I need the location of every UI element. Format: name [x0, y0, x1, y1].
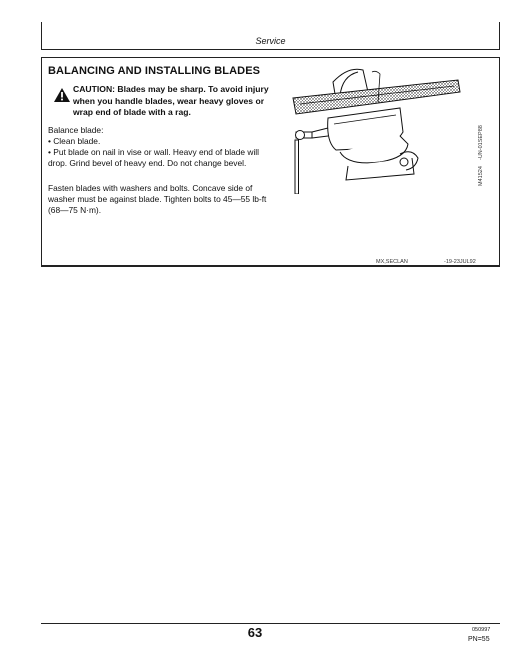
footer-rule: [41, 623, 500, 624]
section-title: BALANCING AND INSTALLING BLADES: [48, 65, 261, 77]
step-hang: • Put blade on nail in vise or wall. Heavy end of blade will drop. Grind bevel of heavy end. Do not change bevel.: [48, 147, 260, 168]
figure-code-primary: -UN-01SEP88: [478, 125, 484, 160]
document-date-code: 050997: [472, 627, 491, 633]
module-code-left: MX,SECLAN: [376, 259, 408, 265]
blade-in-vise-illustration: [288, 62, 468, 194]
balance-heading: Balance blade:: [48, 125, 104, 135]
step-clean: • Clean blade.: [48, 136, 101, 146]
fasten-text: Fasten blades with washers and bolts. Concave side of washer must be against blade. Tighten bolts to 45—55 lb-ft (68—75 N·m).: [48, 183, 267, 215]
header-rule: [41, 49, 500, 50]
figure-code-secondary: M41524: [478, 166, 484, 186]
box-bottom-rule: [41, 266, 500, 267]
balance-instructions: [48, 125, 270, 169]
part-number: PN=55: [468, 636, 490, 643]
page-number: 63: [247, 625, 263, 640]
fasten-instructions: [48, 183, 270, 216]
warning-triangle-icon: [54, 88, 70, 102]
section-header: Service: [255, 36, 286, 46]
module-code-right: -19-23JUL92: [444, 259, 476, 265]
caution-message: CAUTION: Blades may be sharp. To avoid injury when you handle blades, wear heavy gloves or wrap end of blade with a rag.: [73, 84, 269, 117]
